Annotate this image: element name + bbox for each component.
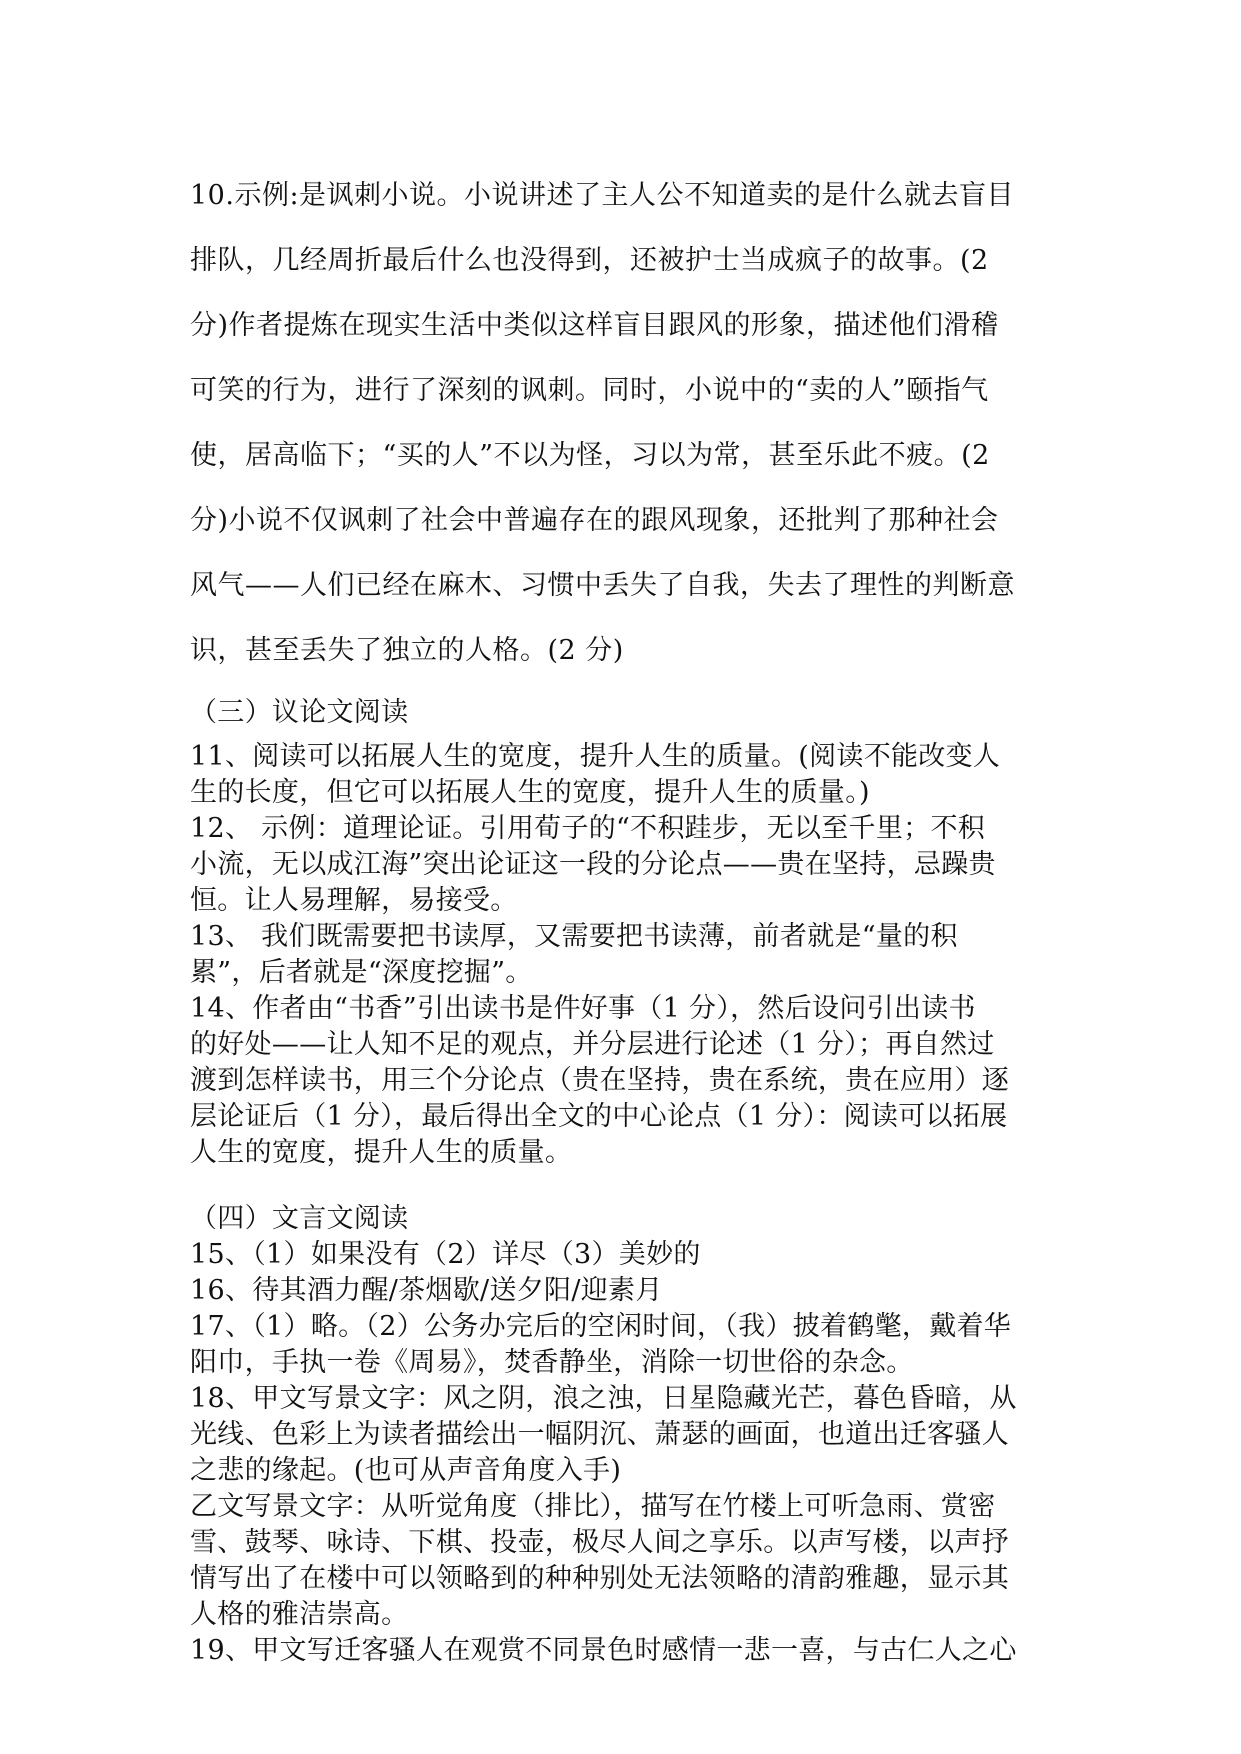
text-line: 10.示例:是讽刺小说。小说讲述了主人公不知道卖的是什么就去盲目 bbox=[190, 180, 1015, 211]
text-line: 生的长度，但它可以拓展人生的宽度，提升人生的质量。) bbox=[190, 777, 870, 808]
text-line: 18、甲文写景文字：风之阴，浪之浊，日星隐藏光芒，暮色昏暗，从 bbox=[190, 1383, 1017, 1414]
text-line: 乙文写景文字：从听觉角度（排比），描写在竹楼上可听急雨、赏密 bbox=[190, 1491, 996, 1522]
spacer bbox=[190, 1171, 1070, 1201]
text-line: 渡到怎样读书，用三个分论点（贵在坚持，贵在系统，贵在应用）逐 bbox=[190, 1065, 1009, 1096]
text-line: 12、 示例：道理论证。引用荀子的“不积跬步，无以至千里；不积 bbox=[190, 813, 986, 844]
text-line: 分)小说不仅讽刺了社会中普遍存在的跟风现象，还批判了那种社会 bbox=[190, 505, 999, 536]
text-line: 情写出了在楼中可以领略到的种种别处无法领略的清韵雅趣，显示其 bbox=[190, 1563, 1009, 1594]
text-line: 可笑的行为，进行了深刻的讽刺。同时，小说中的“卖的人”颐指气 bbox=[190, 375, 989, 406]
text-line: 人生的宽度，提升人生的质量。 bbox=[190, 1137, 573, 1168]
text-line: 16、待其酒力醒/茶烟歇/送夕阳/迎素月 bbox=[190, 1275, 663, 1306]
text-line: 风气——人们已经在麻木、习惯中丢失了自我，失去了理性的判断意 bbox=[190, 570, 1015, 601]
text-line: 使，居高临下；“买的人”不以为怪，习以为常，甚至乐此不疲。(2 bbox=[190, 440, 990, 471]
text-line: 15、（1）如果没有（2）详尽（3）美妙的 bbox=[190, 1239, 701, 1270]
text-line: 11、阅读可以拓展人生的宽度，提升人生的质量。(阅读不能改变人 bbox=[190, 741, 1001, 772]
section-four-heading: （四）文言文阅读 bbox=[190, 1203, 409, 1234]
text-line: 的好处——让人知不足的观点，并分层进行论述（1 分）；再自然过 bbox=[190, 1029, 995, 1060]
section-three-heading: （三）议论文阅读 bbox=[190, 697, 409, 728]
text-line: 19、甲文写迁客骚人在观赏不同景色时感情一悲一喜，与古仁人之心 bbox=[190, 1635, 1017, 1666]
text-line: 分)作者提炼在现实生活中类似这样盲目跟风的形象，描述他们滑稽 bbox=[190, 310, 999, 341]
text-line: 雪、鼓琴、咏诗、下棋、投壶，极尽人间之享乐。以声写楼，以声抒 bbox=[190, 1527, 1009, 1558]
text-line: 层论证后（1 分），最后得出全文的中心论点（1 分）：阅读可以拓展 bbox=[190, 1101, 1008, 1132]
text-line: 阳巾，手执一卷《周易》，焚香静坐，消除一切世俗的杂念。 bbox=[190, 1347, 914, 1378]
text-line: 之悲的缘起。(也可从声音角度入手) bbox=[190, 1455, 622, 1486]
text-line: 17、（1）略。（2）公务办完后的空闲时间，（我）披着鹤氅，戴着华 bbox=[190, 1311, 1012, 1342]
text-line: 累”，后者就是“深度挖掘”。 bbox=[190, 957, 533, 988]
text-line: 人格的雅洁崇高。 bbox=[190, 1599, 409, 1630]
answers-section-3-4 bbox=[190, 695, 1070, 1669]
text-line: 14、作者由“书香”引出读书是件好事（1 分），然后设问引出读书 bbox=[190, 993, 976, 1024]
text-line: 排队，几经周折最后什么也没得到，还被护士当成疯子的故事。(2 bbox=[190, 245, 989, 276]
text-line: 光线、色彩上为读者描绘出一幅阴沉、萧瑟的画面，也道出迁客骚人 bbox=[190, 1419, 1009, 1450]
text-line: 13、 我们既需要把书读厚，又需要把书读薄，前者就是“量的积 bbox=[190, 921, 958, 952]
text-line: 恒。让人易理解，易接受。 bbox=[190, 885, 518, 916]
text-line: 小流，无以成江海”突出论证这一段的分论点——贵在坚持，忌躁贵 bbox=[190, 849, 996, 880]
answer-10-paragraph bbox=[190, 163, 1065, 683]
spacer bbox=[190, 731, 1070, 739]
text-line: 识，甚至丢失了独立的人格。(2 分) bbox=[190, 635, 624, 666]
